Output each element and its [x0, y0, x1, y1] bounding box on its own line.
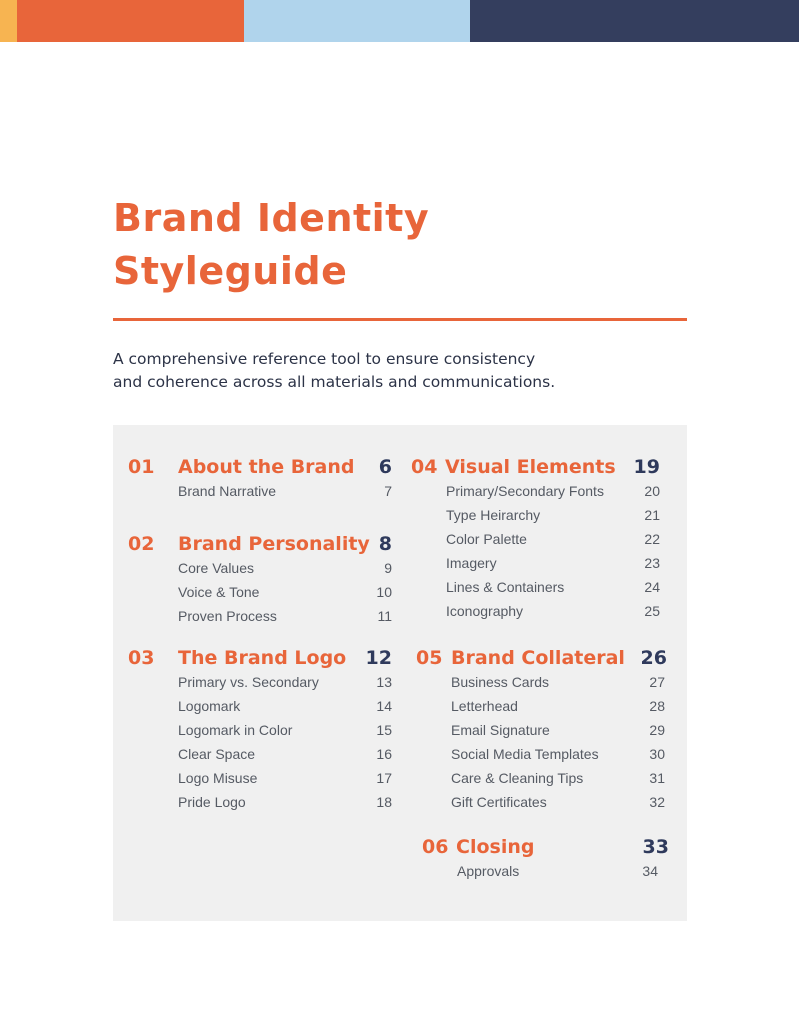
item-title: Primary/Secondary Fonts [446, 483, 604, 499]
item-title: Business Cards [451, 674, 550, 690]
toc-section-heading[interactable] [416, 644, 671, 672]
item-page-number: 34 [642, 863, 658, 879]
toc-section-04 [411, 453, 664, 625]
toc-item[interactable] [416, 742, 671, 766]
section-number: 03 [128, 647, 155, 669]
item-page-number: 27 [649, 674, 665, 690]
item-title: Imagery [446, 555, 497, 571]
section-page-number: 19 [633, 456, 660, 478]
page-subtitle [113, 348, 713, 394]
toc-item[interactable] [128, 742, 396, 766]
toc-section-heading[interactable] [128, 453, 396, 481]
item-title: Pride Logo [178, 794, 246, 810]
toc-section-06 [422, 833, 673, 885]
toc-item[interactable] [128, 718, 396, 742]
item-page-number: 16 [376, 746, 392, 762]
item-title: Gift Certificates [451, 794, 547, 810]
title-divider [113, 318, 687, 321]
stripe-light-blue [244, 0, 470, 42]
toc-item[interactable] [128, 604, 396, 628]
item-page-number: 21 [644, 507, 660, 523]
toc-item[interactable] [416, 718, 671, 742]
toc-item[interactable] [411, 599, 664, 623]
item-title: Logo Misuse [178, 770, 258, 786]
toc-section-heading[interactable] [422, 833, 673, 861]
section-items [128, 556, 396, 628]
item-page-number: 15 [376, 722, 392, 738]
toc-item[interactable] [416, 670, 671, 694]
item-page-number: 23 [644, 555, 660, 571]
toc-section-05 [416, 644, 671, 816]
section-items [422, 859, 673, 883]
toc-item[interactable] [128, 694, 396, 718]
section-page-number: 33 [642, 836, 669, 858]
section-title: Brand Collateral [451, 647, 625, 669]
toc-item[interactable] [416, 766, 671, 790]
toc-section-heading[interactable] [411, 453, 664, 481]
item-title: Email Signature [451, 722, 550, 738]
toc-item[interactable] [411, 503, 664, 527]
toc-item[interactable] [411, 551, 664, 575]
item-title: Care & Cleaning Tips [451, 770, 584, 786]
page-title [113, 192, 673, 298]
toc-item[interactable] [411, 527, 664, 551]
section-page-number: 12 [365, 647, 392, 669]
section-title: Brand Personality [178, 533, 370, 555]
section-title: About the Brand [178, 456, 355, 478]
subtitle-line-1: A comprehensive reference tool to ensure consistency [113, 350, 536, 368]
section-items [416, 670, 671, 814]
section-page-number: 26 [640, 647, 667, 669]
item-title: Iconography [446, 603, 524, 619]
item-title: Logomark [178, 698, 241, 714]
toc-item[interactable] [411, 575, 664, 599]
toc-item[interactable] [128, 580, 396, 604]
item-title: Color Palette [446, 531, 527, 547]
section-page-number: 8 [378, 533, 392, 555]
section-items [128, 479, 396, 503]
item-page-number: 30 [649, 746, 665, 762]
section-items [411, 479, 664, 623]
title-line-2: Styleguide [113, 249, 348, 293]
item-title: Letterhead [451, 698, 518, 714]
toc-section-01 [128, 453, 396, 505]
item-title: Proven Process [178, 608, 277, 624]
stripe-orange [17, 0, 244, 42]
item-title: Approvals [457, 863, 520, 879]
item-page-number: 31 [649, 770, 665, 786]
toc-section-heading[interactable] [128, 644, 396, 672]
item-page-number: 9 [384, 560, 392, 576]
item-page-number: 29 [649, 722, 665, 738]
subtitle-line-2: and coherence across all materials and communications. [113, 373, 556, 391]
item-title: Brand Narrative [178, 483, 277, 499]
toc-item[interactable] [128, 479, 396, 503]
section-title: Closing [456, 836, 535, 858]
item-page-number: 28 [649, 698, 665, 714]
item-page-number: 20 [644, 483, 660, 499]
section-number: 01 [128, 456, 155, 478]
item-page-number: 17 [376, 770, 392, 786]
section-number: 06 [422, 836, 449, 858]
toc-section-03 [128, 644, 396, 816]
table-of-contents [113, 425, 687, 921]
section-number: 05 [416, 647, 443, 669]
item-page-number: 18 [376, 794, 392, 810]
item-page-number: 10 [376, 584, 392, 600]
toc-section-heading[interactable] [128, 530, 396, 558]
item-page-number: 24 [644, 579, 660, 595]
title-line-1: Brand Identity [113, 196, 430, 240]
item-page-number: 25 [644, 603, 660, 619]
item-title: Clear Space [178, 746, 256, 762]
toc-item[interactable] [416, 694, 671, 718]
item-title: Type Heirarchy [446, 507, 541, 523]
toc-item[interactable] [128, 766, 396, 790]
toc-item[interactable] [422, 859, 673, 883]
toc-item[interactable] [411, 479, 664, 503]
section-number: 04 [411, 456, 438, 478]
section-number: 02 [128, 533, 155, 555]
toc-item[interactable] [128, 790, 396, 814]
section-title: Visual Elements [445, 456, 616, 478]
section-title: The Brand Logo [178, 647, 347, 669]
item-title: Social Media Templates [451, 746, 599, 762]
toc-section-02 [128, 530, 396, 630]
item-page-number: 7 [384, 483, 392, 499]
item-page-number: 13 [376, 674, 392, 690]
top-color-stripe [0, 0, 799, 42]
item-page-number: 11 [377, 608, 392, 624]
item-title: Core Values [178, 560, 255, 576]
item-title: Logomark in Color [178, 722, 293, 738]
stripe-yellow [0, 0, 17, 42]
toc-item[interactable] [416, 790, 671, 814]
toc-item[interactable] [128, 556, 396, 580]
section-page-number: 6 [378, 456, 392, 478]
item-page-number: 22 [644, 531, 660, 547]
toc-item[interactable] [128, 670, 396, 694]
item-title: Lines & Containers [446, 579, 565, 595]
item-title: Primary vs. Secondary [178, 674, 319, 690]
item-page-number: 14 [376, 698, 392, 714]
item-page-number: 32 [649, 794, 665, 810]
item-title: Voice & Tone [178, 584, 260, 600]
stripe-navy [470, 0, 799, 42]
section-items [128, 670, 396, 814]
